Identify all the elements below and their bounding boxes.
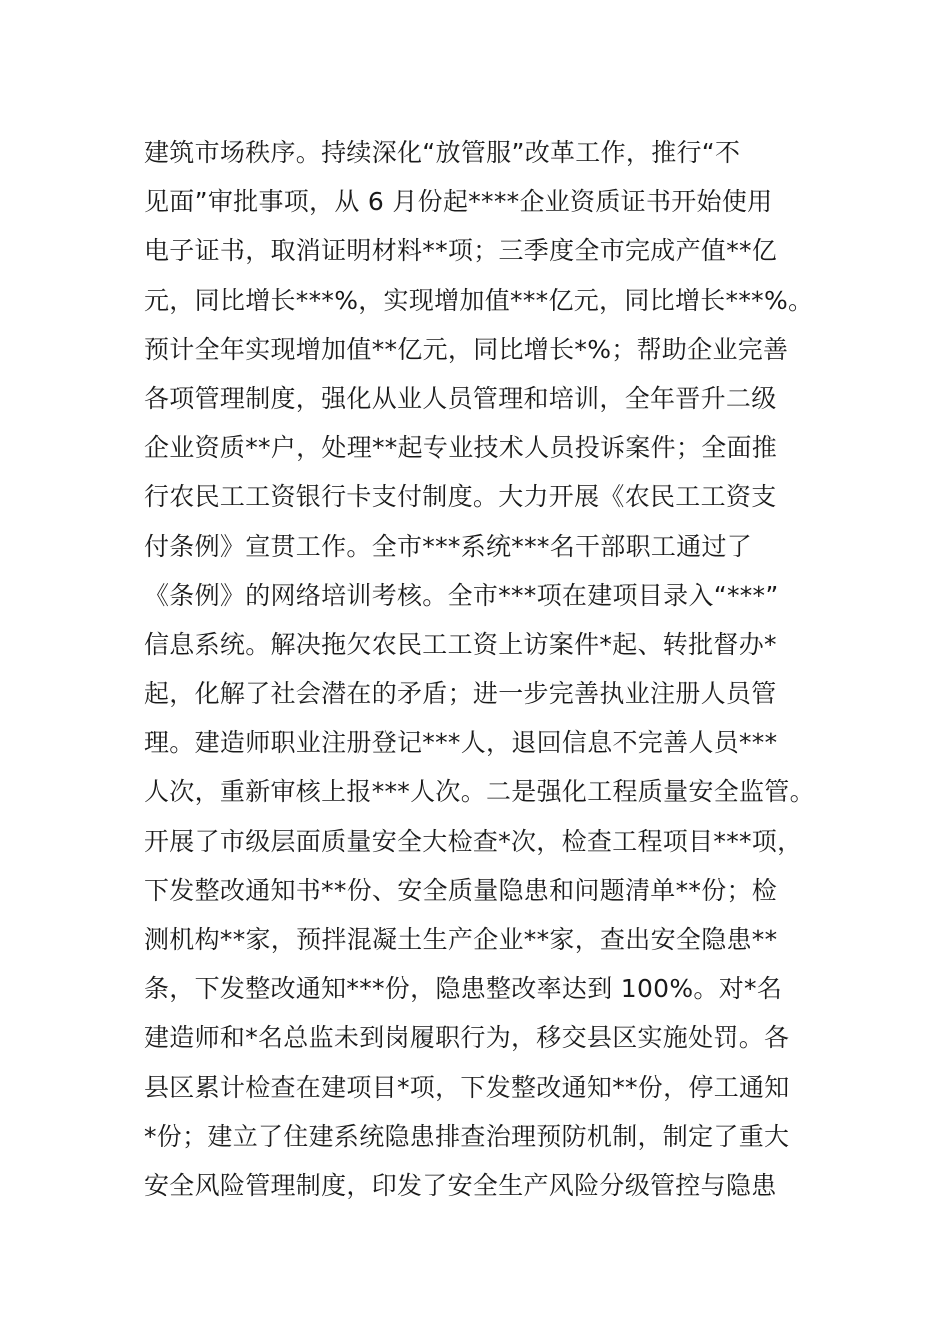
text-line: 付条例》宣贯工作。全市***系统***名干部职工通过了 xyxy=(144,531,753,561)
text-line: 测机构**家，预拌混凝土生产企业**家，查出安全隐患** xyxy=(144,925,778,954)
text-line: 信息系统。解决拖欠农民工工资上访案件*起、转批督办* xyxy=(144,629,777,659)
text-line: 建造师和*名总监未到岗履职行为，移交县区实施处罚。各 xyxy=(144,1023,790,1053)
text-line: 《条例》的网络培训考核。全市***项在建项目录入“***” xyxy=(144,580,779,610)
text-line: 安全风险管理制度，印发了安全生产风险分级管控与隐患 xyxy=(144,1170,777,1200)
text-line: 理。建造师职业注册登记***人，退回信息不完善人员*** xyxy=(144,728,778,758)
text-line: 见面”审批事项，从 6 月份起****企业资质证书开始使用 xyxy=(144,187,773,217)
text-line: 条，下发整改通知***份，隐患整改率达到 100%。对*名 xyxy=(144,974,783,1004)
text-line: 县区累计检查在建项目*项，下发整改通知**份，停工通知 xyxy=(144,1072,790,1102)
body-text xyxy=(144,128,824,1210)
text-line: 建筑市场秩序。持续深化“放管服”改革工作，推行“不 xyxy=(144,138,741,167)
text-line: 电子证书，取消证明材料**项；三季度全市完成产值**亿 xyxy=(144,236,778,266)
text-line: 人次，重新审核上报***人次。二是强化工程质量安全监管。 xyxy=(144,777,815,807)
text-line: 预计全年实现增加值**亿元，同比增长*%；帮助企业完善 xyxy=(144,334,789,364)
text-line: 各项管理制度，强化从业人员管理和培训，全年晋升二级 xyxy=(144,383,777,413)
text-line: *份；建立了住建系统隐患排查治理预防机制，制定了重大 xyxy=(144,1121,790,1151)
text-line: 行农民工工资银行卡支付制度。大力开展《农民工工资支 xyxy=(144,482,777,512)
text-line: 元，同比增长***%，实现增加值***亿元，同比增长***%。 xyxy=(144,285,814,315)
text-line: 企业资质**户，处理**起专业技术人员投诉案件；全面推 xyxy=(144,433,778,463)
text-line: 下发整改通知书**份、安全质量隐患和问题清单**份；检 xyxy=(144,875,778,905)
text-line: 起，化解了社会潜在的矛盾；进一步完善执业注册人员管 xyxy=(144,679,777,709)
text-line: 开展了市级层面质量安全大检查*次，检查工程项目***项， xyxy=(144,826,803,856)
